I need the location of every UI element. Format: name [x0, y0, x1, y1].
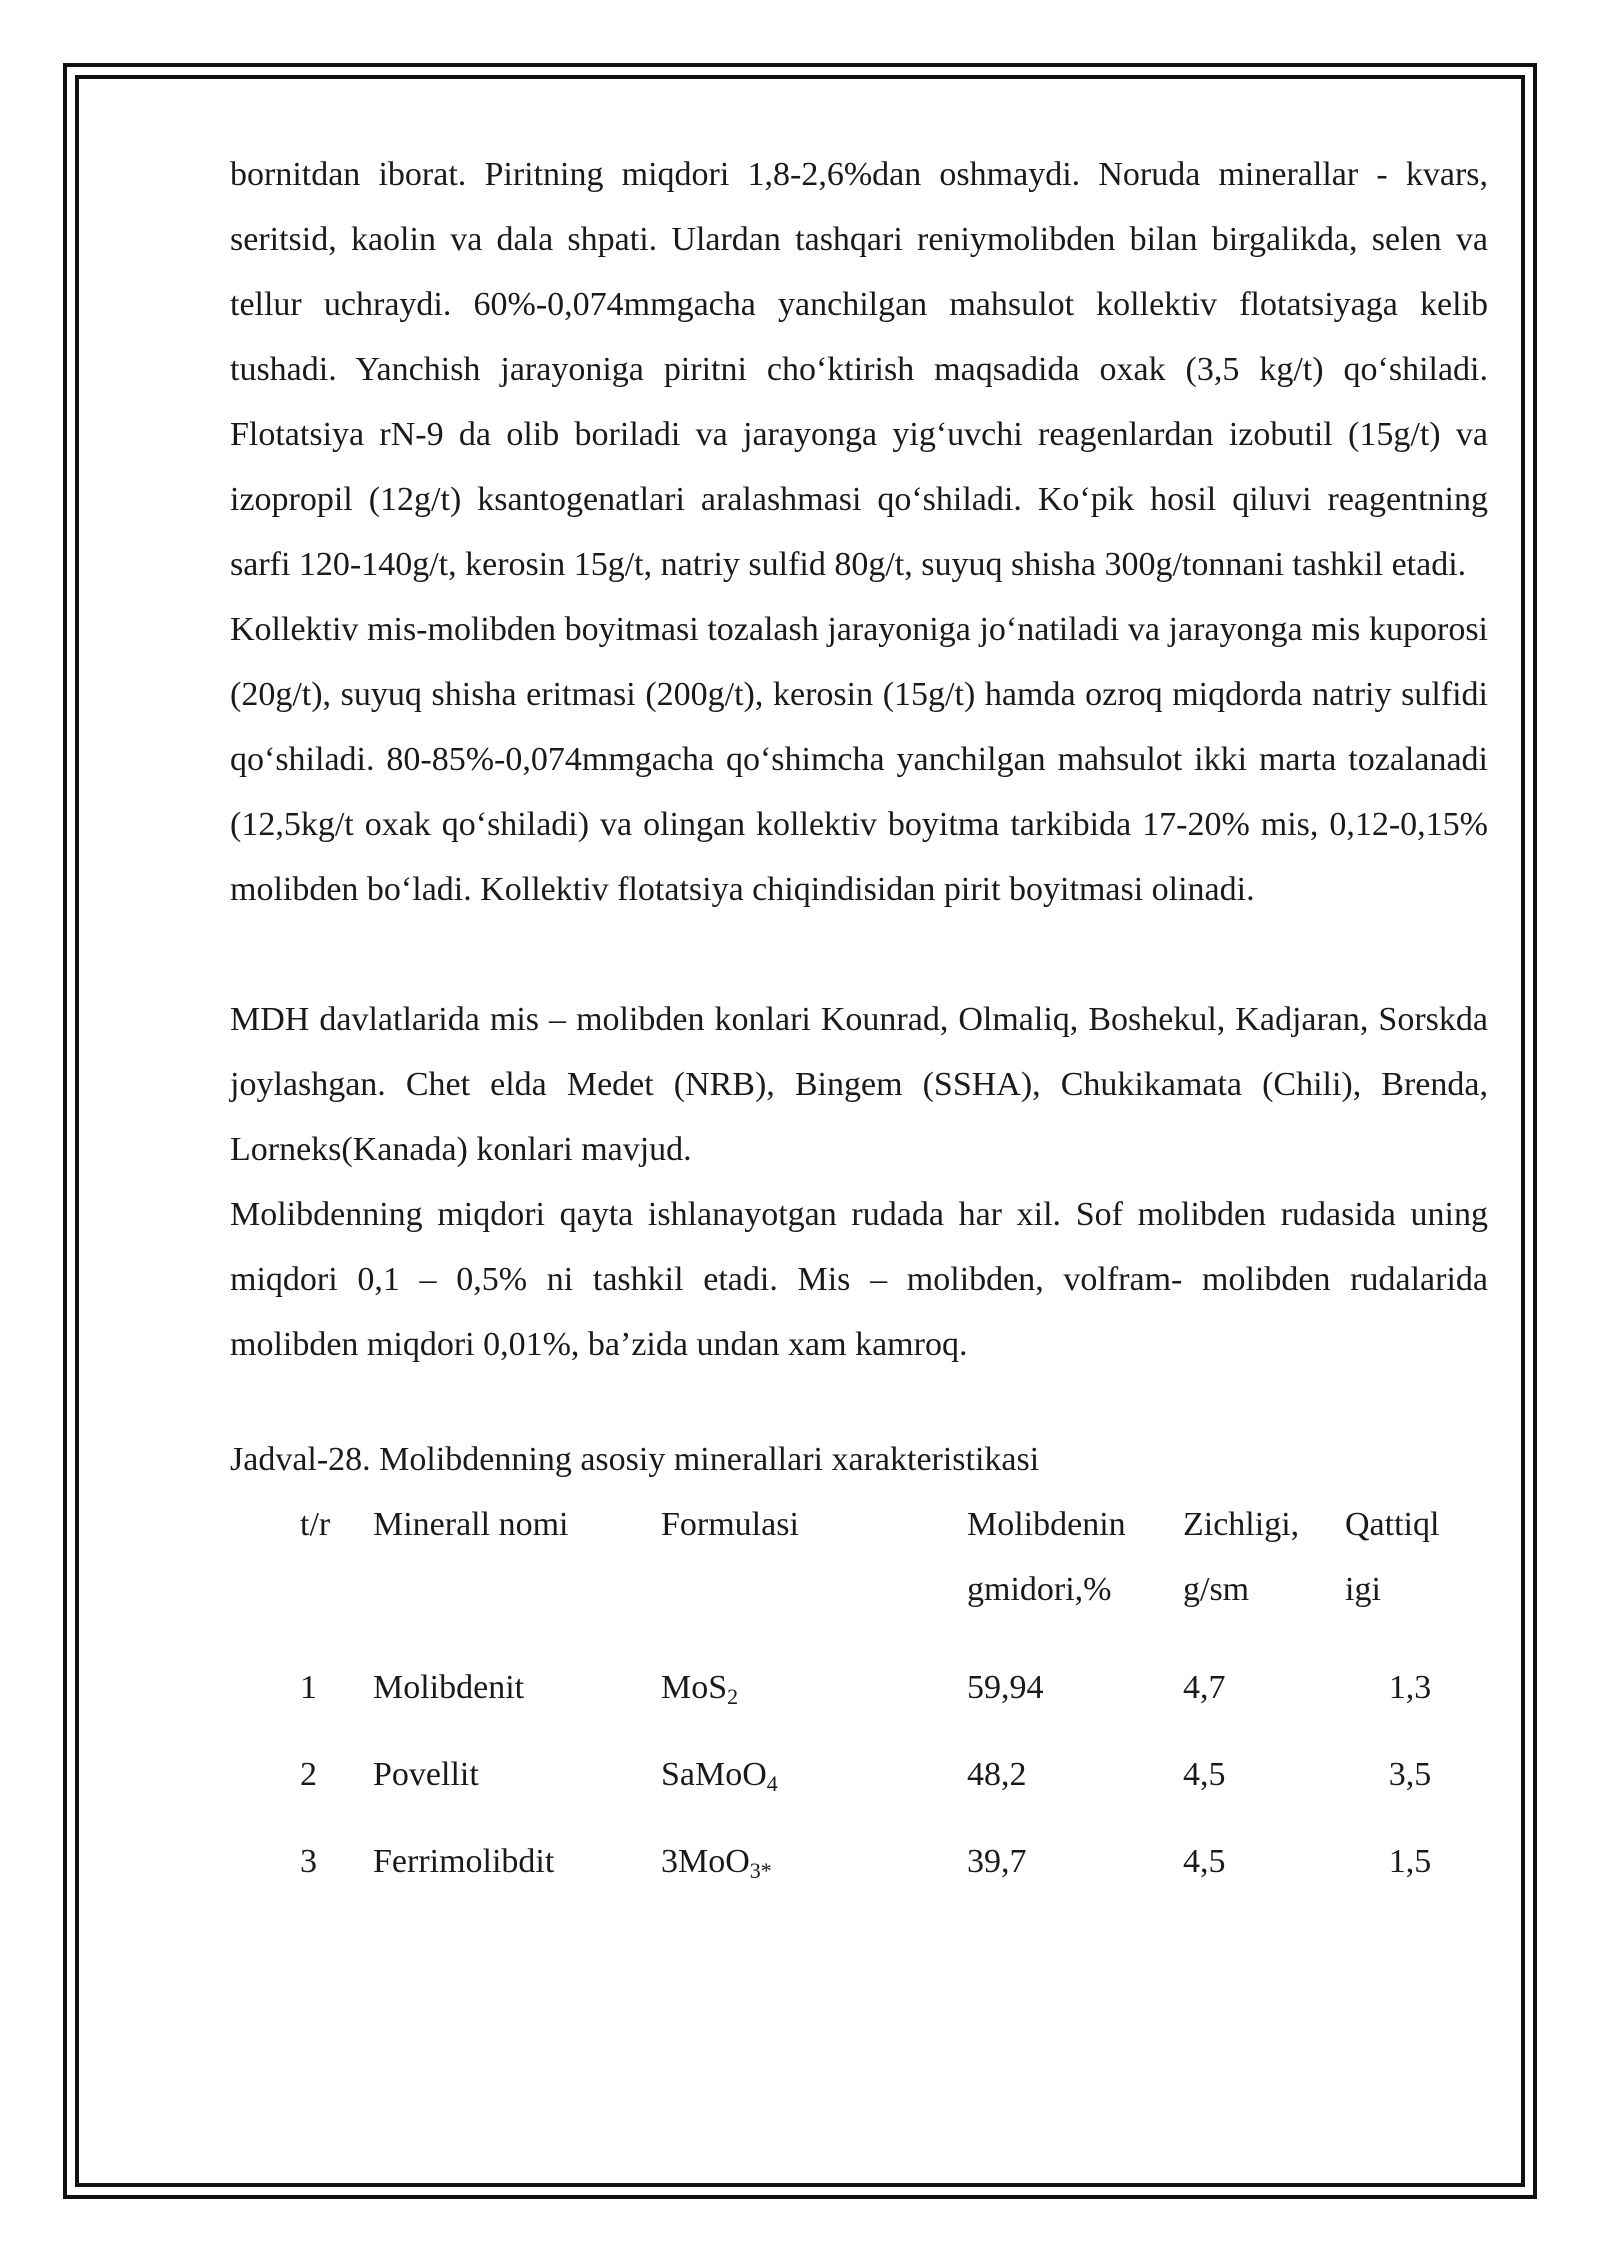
header-molybdenum	[967, 1492, 1183, 1622]
paragraph-3: MDH davlatlarida mis – molibden konlari Kounrad, Olmaliq, Boshekul, Kadjaran, Sorskda joylashgan. Chet elda Medet (NRB), Bingem (SSHA), Chukikamata (Chili), Brenda, Lorneks(Kanada) konlari mavjud.	[230, 1001, 1488, 1168]
row-name: Molibdenit	[373, 1669, 525, 1706]
formula-subscript: 4	[766, 1771, 778, 1796]
header-molybdenum-line2: gmidori,%	[967, 1571, 1112, 1608]
row-density: 4,5	[1183, 1843, 1226, 1880]
row-formula	[661, 1644, 967, 1731]
header-formula: Formulasi	[661, 1506, 799, 1543]
row-molybdenum: 59,94	[967, 1669, 1044, 1706]
row-formula	[661, 1818, 967, 1905]
row-hardness: 1,5	[1388, 1843, 1432, 1880]
minerals-table	[300, 1492, 1475, 1905]
header-hardness-line1: Qattiql	[1345, 1506, 1440, 1543]
paragraph-2: Kollektiv mis-molibden boyitmasi tozalash jarayoniga jo‘natiladi va jarayonga mis kuporosi (20g/t), suyuq shisha eritmasi (200g/t), kerosin (15g/t) hamda ozroq miqdorda natriy sulfidi qo‘shiladi. 80-85%-0,074mmgacha qo‘shimcha yanchilgan mahsulot ikki marta tozalanadi (12,5kg/t oxak qo‘shiladi) va olingan kollektiv boyitma tarkibida 17-20% mis, 0,12-0,15% molibden bo‘ladi. Kollektiv flotatsiya chiqindisidan pirit boyitmasi olinadi.	[230, 611, 1488, 908]
formula-subscript: 3*	[749, 1858, 772, 1883]
formula-base: 3MoO	[661, 1843, 750, 1880]
row-num: 3	[300, 1843, 317, 1880]
page-content	[230, 142, 1488, 1905]
formula-base: SaMoO	[661, 1756, 767, 1793]
formula-base: MoS	[661, 1669, 728, 1706]
header-molybdenum-line1: Molibdenin	[967, 1506, 1126, 1543]
header-num: t/r	[300, 1506, 331, 1543]
row-density: 4,7	[1183, 1669, 1226, 1706]
table-header-row	[300, 1492, 1475, 1622]
paragraph-4: Molibdenning miqdori qayta ishlanayotgan rudada har xil. Sof molibden rudasida uning miqdori 0,1 – 0,5% ni tashkil etadi. Mis – molibden, volfram- molibden rudalarida molibden miqdori 0,01%, ba’zida undan xam kamroq.	[230, 1196, 1488, 1363]
header-density	[1183, 1492, 1345, 1622]
row-num: 2	[300, 1756, 317, 1793]
formula-subscript: 2	[727, 1684, 739, 1709]
table-row	[300, 1644, 1475, 1731]
row-hardness: 3,5	[1388, 1756, 1432, 1793]
paragraph-1: bornitdan iborat. Piritning miqdori 1,8-2,6%dan oshmaydi. Noruda minerallar - kvars, seritsid, kaolin va dala shpati. Ulardan tashqari reniymolibden bilan birgalikda, selen va tellur uchraydi. 60%-0,074mmgacha yanchilgan mahsulot kollektiv flotatsiyaga kelib tushadi. Yanchish jarayoniga piritni cho‘ktirish maqsadida oxak (3,5 kg/t) qo‘shiladi. Flotatsiya rN-9 da olib boriladi va jarayonga yig‘uvchi reagenlardan izobutil (15g/t) va izopropil (12g/t) ksantogenatlari aralashmasi qo‘shiladi. Ko‘pik hosil qiluvi reagentning sarfi 120-140g/t, kerosin 15g/t, natriy sulfid 80g/t, suyuq shisha 300g/tonnani tashkil etadi.	[230, 156, 1488, 583]
row-formula	[661, 1731, 967, 1818]
header-hardness-line2: igi	[1345, 1571, 1381, 1608]
row-density: 4,5	[1183, 1756, 1226, 1793]
table-header-gap	[300, 1622, 1475, 1644]
row-num: 1	[300, 1669, 317, 1706]
row-hardness: 1,3	[1388, 1669, 1432, 1706]
table-caption: Jadval-28. Molibdenning asosiy minerallari xarakteristikasi	[230, 1441, 1040, 1478]
row-name: Povellit	[373, 1756, 479, 1793]
row-molybdenum: 48,2	[967, 1756, 1027, 1793]
header-hardness	[1345, 1492, 1475, 1622]
row-molybdenum: 39,7	[967, 1843, 1027, 1880]
table-row	[300, 1818, 1475, 1905]
row-name: Ferrimolibdit	[373, 1843, 555, 1880]
header-density-line1: Zichligi,	[1183, 1506, 1300, 1543]
table-row	[300, 1731, 1475, 1818]
paragraph-spacer	[230, 922, 1488, 987]
header-name: Minerall nomi	[373, 1506, 569, 1543]
header-density-line2: g/sm	[1183, 1571, 1250, 1608]
